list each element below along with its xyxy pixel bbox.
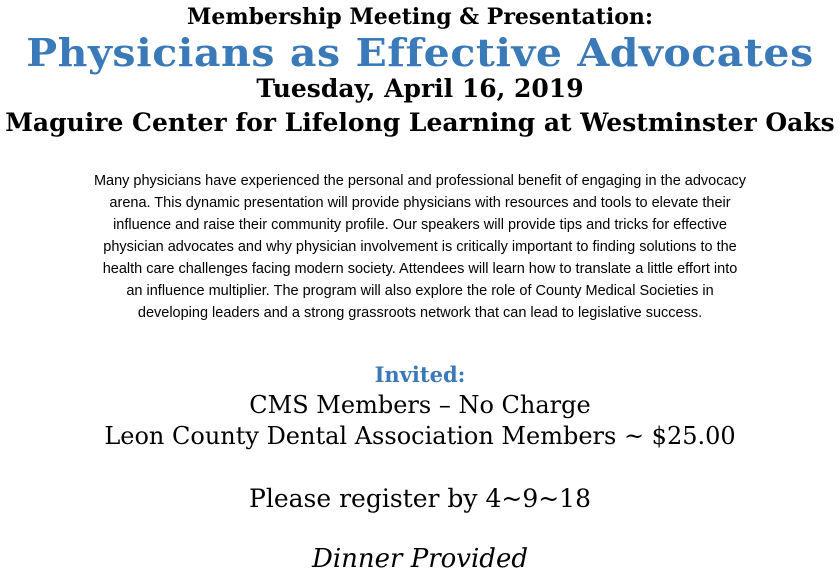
description-line: an influence multiplier. The program will also explore the role of County Medical Societies in [126,283,714,299]
description-line: Many physicians have experienced the personal and professional benefit of engaging in the advocacy [93,173,747,189]
dinner-note: Dinner Provided [312,544,528,574]
event-date: Tuesday, April 16, 2019 [256,74,584,103]
description-line: physician advocates and why physician involvement is critically important to finding solutions to the [103,239,737,255]
cms-members-price: CMS Members – No Charge [249,391,591,419]
event-title: Physicians as Effective Advocates [26,30,814,75]
event-description [50,170,790,324]
dental-members-price: Leon County Dental Association Members ~ $25.00 [104,422,736,450]
description-line: influence and raise their community profile. Our speakers will provide tips and tricks for effective [113,217,727,233]
registration-deadline: Please register by 4~9~18 [249,484,591,513]
invited-label: Invited: [374,362,466,387]
event-type-heading: Membership Meeting & Presentation: [186,4,654,30]
event-venue: Maguire Center for Lifelong Learning at Westminster Oaks [5,108,835,137]
description-line: health care challenges facing modern society. Attendees will learn how to translate a little effort into [102,261,738,277]
description-line: arena. This dynamic presentation will provide physicians with resources and tools to elevate their [109,195,731,211]
description-line: developing leaders and a strong grassroots network that can lead to legislative success. [137,305,703,321]
